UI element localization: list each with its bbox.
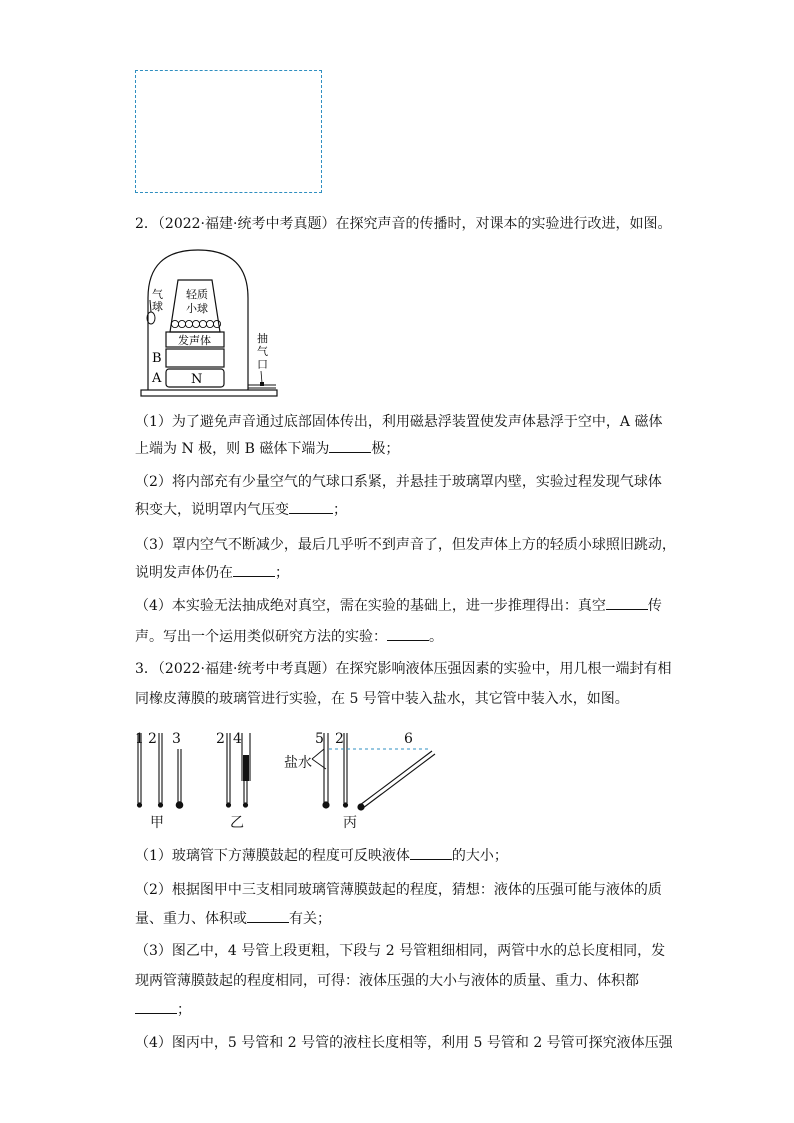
q3-p1-answer-blank[interactable] — [410, 846, 452, 860]
tube-2-label: 2 — [148, 731, 157, 747]
base-plate — [141, 390, 277, 396]
tube-6-membrane — [357, 803, 364, 810]
q3-p3-line1: （3）图乙中，4 号管上段更粗，下段与 2 号管粗细相同，两管中水的总长度相同，发 — [135, 943, 666, 959]
q2-stem-text: 在探究声音的传播时，对课本的实验进行改进，如图。 — [335, 216, 672, 232]
outlet-pointer — [261, 371, 262, 383]
tube-4-water — [243, 755, 249, 781]
tube-5-membrane — [322, 801, 329, 808]
tube-6 — [360, 751, 432, 805]
tube-4-membrane — [243, 802, 248, 807]
magnet-b — [166, 349, 224, 367]
q2-p3-line1: （3）罩内空气不断减少，最后几乎听不到声音了，但发声体上方的轻质小球照旧跳动， — [135, 537, 676, 553]
q2-p4-line2: 声。写出一个运用类似研究方法的实验： 。 — [135, 629, 443, 645]
group-bing-label: 丙 — [343, 815, 357, 831]
q2-p4-line1: （4）本实验无法抽成绝对真空，需在实验的基础上，进一步推理得出：真空 传 — [135, 598, 662, 614]
q2-p1-line1: （1）为了避免声音通过底部固体传出，利用磁悬浮装置使发声体悬浮于空中，A 磁体 — [135, 414, 663, 430]
q2-p2-answer-blank[interactable] — [289, 500, 333, 514]
balloon-string — [150, 300, 151, 312]
light-balls — [171, 320, 220, 327]
salt-water-label: 盐水 — [284, 755, 312, 771]
outlet-label-1: 抽 — [257, 332, 268, 345]
balloon-label-1: 气 — [152, 288, 163, 301]
q3-source: （2022·福建·统考中考真题） — [157, 661, 336, 677]
q2-p4-answer-blank-2[interactable] — [387, 627, 429, 641]
q3-stem-line2: 同橡皮薄膜的玻璃管进行实验，在 5 号管中装入盐水，其它管中装入水，如图。 — [135, 691, 629, 707]
q3-p2-line2: 量、重力、体积或 有关； — [135, 911, 331, 927]
outlet-label-3: 口 — [257, 358, 268, 371]
q2-p4-answer-blank-1[interactable] — [606, 596, 648, 610]
tube-3-label: 3 — [172, 731, 181, 747]
q2-number: 2． — [135, 216, 158, 232]
bell-jar-figure — [136, 240, 284, 402]
tube-2b-label: 2 — [216, 731, 225, 747]
group-yi-label: 乙 — [230, 815, 244, 831]
q3-p2-line1: （2）根据图甲中三支相同玻璃管薄膜鼓起的程度，猜想：液体的压强可能与液体的质 — [135, 882, 662, 898]
tube-1-membrane — [137, 802, 142, 807]
image-placeholder-box — [135, 70, 322, 193]
q3-p4-line1: （4）图丙中，5 号管和 2 号管的液柱长度相等，利用 5 号管和 2 号管可探究液体压强 — [135, 1035, 673, 1051]
q3-p3-line3: ； — [135, 1000, 760, 1020]
q2-p1-answer-blank[interactable] — [329, 439, 371, 453]
magnet-n-label: N — [191, 372, 203, 387]
q2-p3-line2: 说明发声体仍在 ； — [135, 565, 289, 581]
q3-p3-line2: 现两管薄膜鼓起的程度相同，可得：液体压强的大小与液体的质量、重力、体积都 — [135, 973, 639, 989]
ball-label-1: 轻质 — [186, 288, 208, 301]
group-jia-label: 甲 — [150, 815, 164, 831]
tube-2-membrane — [158, 802, 163, 807]
tube-2-bing-membrane — [343, 802, 348, 807]
tube-6-label: 6 — [404, 731, 413, 747]
ball-label-2: 小球 — [186, 302, 208, 315]
q2-stem — [135, 214, 760, 234]
tube-2-yi-membrane — [226, 802, 231, 807]
balloon-label-2: 球 — [152, 300, 163, 313]
q3-p3-answer-blank[interactable] — [135, 1000, 177, 1014]
tube-5-label: 5 — [315, 731, 324, 747]
q2-p1-line2: 上端为 N 极，则 B 磁体下端为 极； — [135, 441, 400, 457]
q2-source: （2022·福建·统考中考真题） — [157, 216, 336, 232]
sounder-label: 发声体 — [178, 334, 211, 347]
q3-stem-line1: 3．（2022·福建·统考中考真题）在探究影响液体压强因素的实验中，用几根一端封有相 — [135, 661, 672, 677]
salt-water-pointer — [312, 749, 324, 759]
q3-p2-answer-blank[interactable] — [247, 909, 289, 923]
magnet-b-label: B — [152, 351, 162, 366]
outlet-label-2: 气 — [257, 345, 268, 358]
magnet-a-label: A — [152, 371, 162, 386]
q2-p2-line1: （2）将内部充有少量空气的气球口系紧，并悬挂于玻璃罩内壁，实验过程发现气球体 — [135, 474, 662, 490]
tube-4-label: 4 — [233, 731, 242, 747]
glass-tubes-figure — [130, 727, 450, 835]
q2-p2-line2: 积变大，说明罩内气压变 ； — [135, 502, 347, 518]
tube-3-membrane — [176, 801, 184, 809]
tube-2c-label: 2 — [335, 731, 344, 747]
q3-p1-line: （1）玻璃管下方薄膜鼓起的程度可反映液体 的大小； — [135, 848, 508, 864]
q2-p3-answer-blank[interactable] — [233, 563, 275, 577]
tube-1-label: 1 — [135, 731, 144, 747]
q3-number: 3． — [135, 661, 158, 677]
